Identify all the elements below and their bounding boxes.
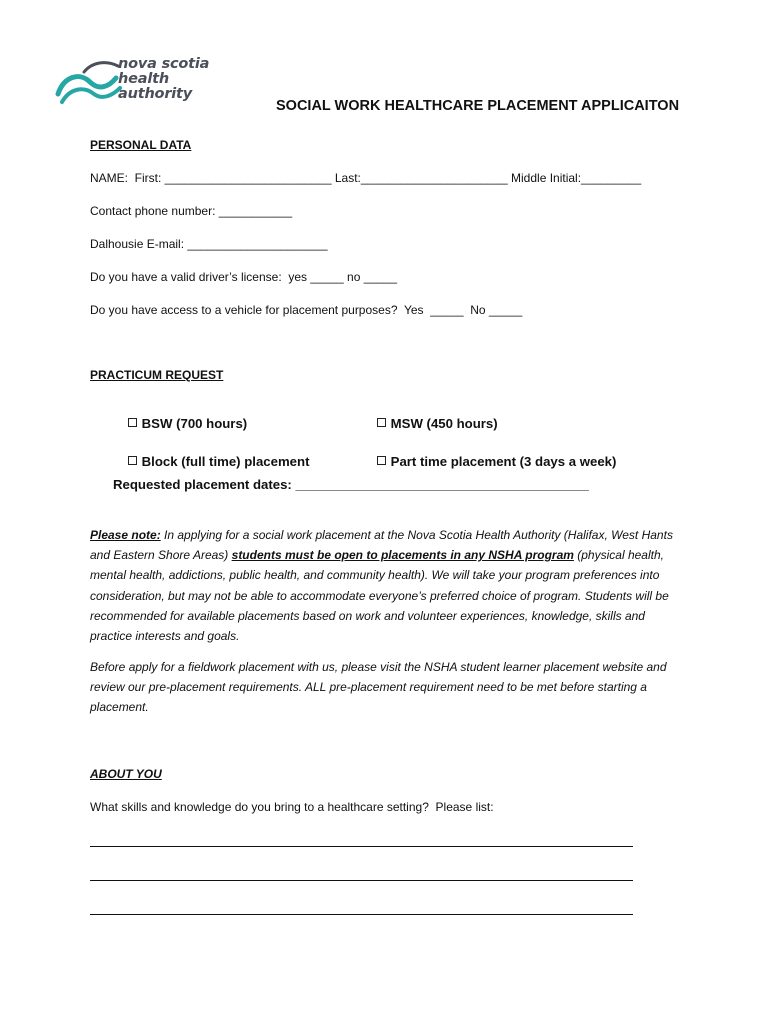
pre-placement-paragraph: Before apply for a fieldwork placement with us, please visit the NSHA student learner placement website and review our pre-placement requirements. ALL pre-placement requirement need to be met before starting a placement. bbox=[90, 660, 667, 715]
name-field[interactable]: NAME: First: _________________________ Last:______________________ Middle Initial:_________ bbox=[90, 171, 642, 185]
practicum-request-heading: PRACTICUM REQUEST bbox=[90, 368, 224, 382]
please-note-paragraph bbox=[90, 525, 682, 646]
logo-line-2: health authority bbox=[118, 71, 193, 102]
email-field[interactable]: Dalhousie E-mail: _____________________ bbox=[90, 237, 328, 251]
personal-data-heading: PERSONAL DATA bbox=[90, 138, 192, 152]
note-emphasis: students must be open to placements in any NSHA program bbox=[231, 548, 574, 563]
bsw-label: BSW (700 hours) bbox=[141, 416, 248, 431]
please-note-label: Please note: bbox=[90, 528, 161, 542]
note-text-2: (physical health, mental health, addictions, public health, and community health). We will take your program preferences into consideration, but may not be able to accommodate everyone’s preferred choice of program. Students will be recommended for available placements based on work and volunteer experiences, knowledge, skills and practice interests and goals. bbox=[90, 548, 669, 644]
checkbox-icon[interactable] bbox=[128, 456, 137, 465]
answer-line[interactable] bbox=[90, 846, 633, 847]
logo-line-1: nova scotia bbox=[118, 56, 210, 72]
page-title: SOCIAL WORK HEALTHCARE PLACEMENT APPLICAITON bbox=[276, 98, 680, 114]
checkbox-icon[interactable] bbox=[128, 418, 137, 427]
note-text-1: In applying for a social work placement at the Nova Scotia Health Authority (Halifax, West Hants and Eastern Shore Areas) bbox=[90, 528, 673, 563]
block-placement-label: Block (full time) placement bbox=[141, 454, 310, 469]
msw-label: MSW (450 hours) bbox=[390, 416, 498, 431]
wave-logo-icon bbox=[54, 52, 124, 104]
answer-line[interactable] bbox=[90, 880, 633, 881]
checkbox-icon[interactable] bbox=[377, 456, 386, 465]
nova-scotia-health-authority-logo bbox=[54, 52, 234, 104]
requested-dates-field[interactable]: Requested placement dates: ________________________________________ bbox=[113, 477, 589, 492]
skills-question: What skills and knowledge do you bring to a healthcare setting? Please list: bbox=[90, 800, 494, 814]
drivers-license-field[interactable]: Do you have a valid driver’s license: yes _____ no _____ bbox=[90, 270, 398, 284]
checkbox-icon[interactable] bbox=[377, 418, 386, 427]
part-time-placement-label: Part time placement (3 days a week) bbox=[390, 454, 617, 469]
answer-line[interactable] bbox=[90, 914, 633, 915]
about-you-heading: ABOUT YOU bbox=[90, 767, 162, 781]
vehicle-access-field[interactable]: Do you have access to a vehicle for placement purposes? Yes _____ No _____ bbox=[90, 303, 523, 317]
phone-field[interactable]: Contact phone number: ___________ bbox=[90, 204, 293, 218]
